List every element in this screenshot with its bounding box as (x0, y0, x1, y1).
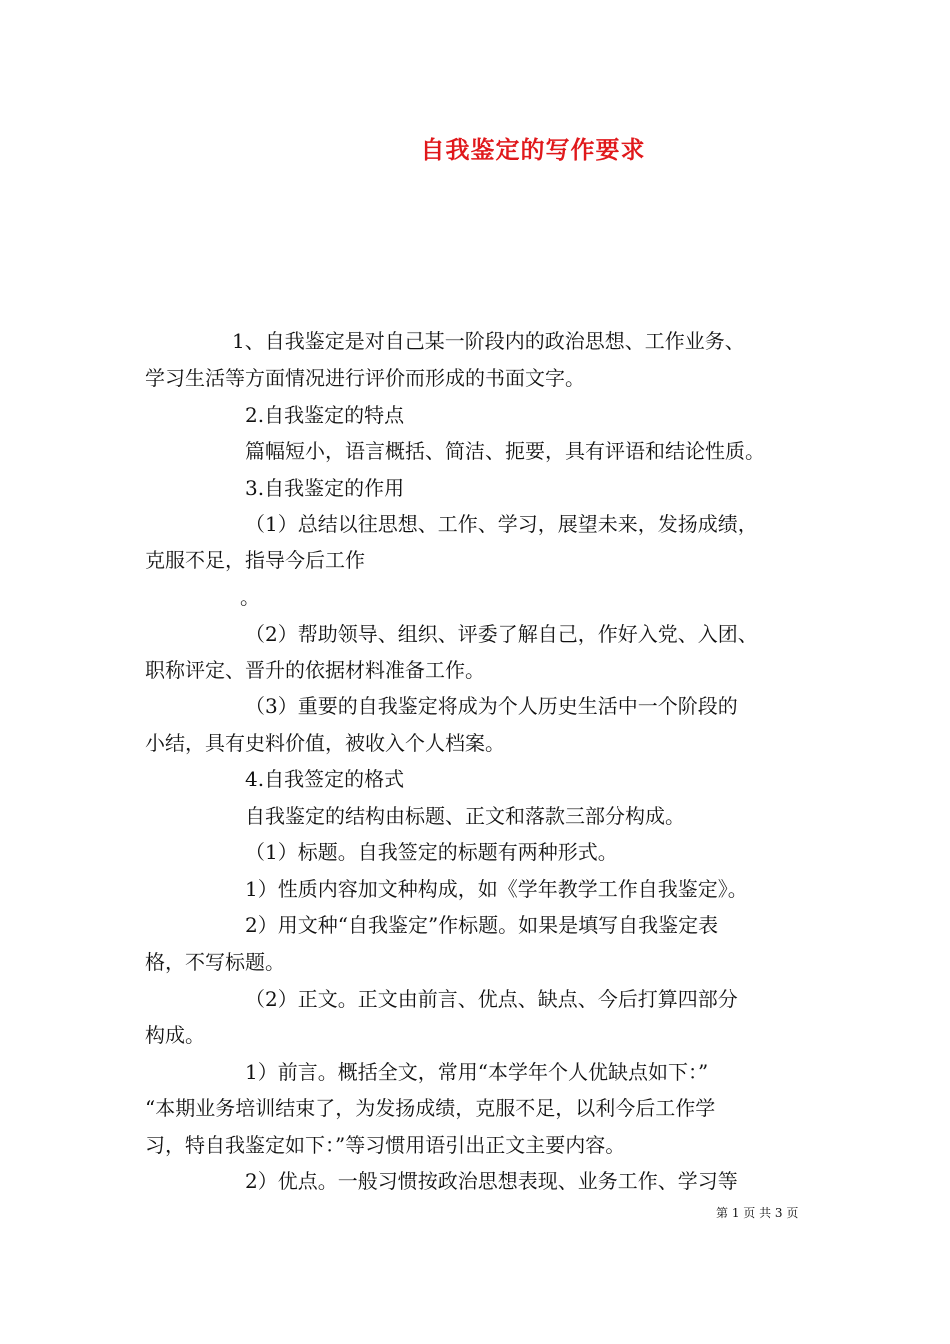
body-line: 克服不足，指导今后工作 (145, 548, 365, 572)
body-line: 自我鉴定的结构由标题、正文和落款三部分构成。 (245, 804, 685, 828)
body-line: 小结，具有史料价值，被收入个人档案。 (145, 731, 505, 755)
body-line: 构成。 (145, 1023, 205, 1047)
document-title: 自我鉴定的写作要求 (420, 135, 646, 164)
body-line: 4.自我签定的格式 (245, 767, 405, 791)
body-line: 职称评定、晋升的依据材料准备工作。 (145, 658, 485, 682)
body-line: 习，特自我鉴定如下：”等习惯用语引出正文主要内容。 (145, 1133, 626, 1157)
body-line: 2.自我鉴定的特点 (245, 403, 405, 427)
body-line: 3.自我鉴定的作用 (245, 476, 405, 500)
body-line: 2）用文种“自我鉴定”作标题。如果是填写自我鉴定表 (245, 913, 719, 937)
body-line: 1）前言。概括全文，常用“本学年个人优缺点如下：” (245, 1060, 709, 1084)
body-line: 格，不写标题。 (145, 950, 285, 974)
body-line: （2）正文。正文由前言、优点、缺点、今后打算四部分 (245, 987, 738, 1011)
body-line: 。 (240, 585, 260, 609)
page-number-footer: 第 1 页 共 3 页 (716, 1206, 799, 1220)
body-line: “本期业务培训结束了，为发扬成绩，克服不足，以利今后工作学 (145, 1096, 716, 1120)
body-line: 2）优点。一般习惯按政治思想表现、业务工作、学习等 (245, 1169, 738, 1193)
body-line: （3）重要的自我鉴定将成为个人历史生活中一个阶段的 (245, 694, 738, 718)
body-line: （1）总结以往思想、工作、学习，展望未来，发扬成绩， (245, 512, 758, 536)
body-line: 篇幅短小，语言概括、简洁、扼要，具有评语和结论性质。 (245, 439, 765, 463)
body-line: （2）帮助领导、组织、评委了解自己，作好入党、入团、 (245, 622, 758, 646)
body-line: 1、自我鉴定是对自己某一阶段内的政治思想、工作业务、 (232, 329, 745, 353)
body-line: （1）标题。自我签定的标题有两种形式。 (245, 840, 618, 864)
body-line: 1）性质内容加文种构成，如《学年教学工作自我鉴定》。 (245, 877, 748, 901)
body-line: 学习生活等方面情况进行评价而形成的书面文字。 (145, 366, 585, 390)
